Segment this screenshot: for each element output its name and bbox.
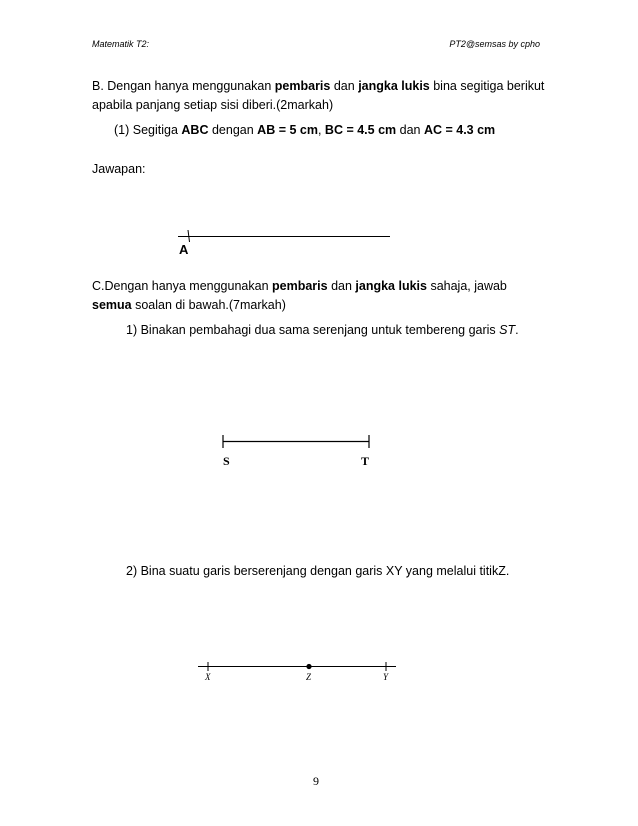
c-q1-end: . <box>515 323 519 337</box>
label-y: Y <box>383 672 389 682</box>
page-number: 9 <box>313 774 319 788</box>
q1-bold-3: BC = 4.5 cm <box>324 123 397 137</box>
q1-text-2: dengan <box>208 123 258 137</box>
answer-label: Jawapan: <box>92 162 146 176</box>
section-b-intro-text-3: bina segitiga berikut <box>429 79 545 93</box>
section-c-intro-bold-1: pembaris <box>272 279 328 293</box>
label-z: Z <box>306 672 312 682</box>
q1-text-4: dan <box>396 123 424 137</box>
q1-text-1: (1) Segitiga <box>114 123 182 137</box>
c-q1-variable: ST <box>499 323 516 337</box>
section-c-intro-text-2: dan <box>327 279 356 293</box>
q1-bold-1: ABC <box>181 123 209 137</box>
section-c-question-2: 2) Bina suatu garis berserenjang dengan garis XY yang melalui titikZ. <box>126 564 510 578</box>
header-left: Matematik T2: <box>92 39 150 49</box>
c-q1-text: 1) Binakan pembahagi dua sama serenjang untuk tembereng garis <box>126 323 500 337</box>
section-b-intro-bold-1: pembaris <box>274 79 331 93</box>
point-z-dot <box>306 664 311 669</box>
label-t: T <box>361 454 370 468</box>
section-c-intro-text-4: soalan di bawah.(7markah) <box>131 298 286 312</box>
q1-bold-4: AC = 4.3 cm <box>423 123 496 137</box>
section-b-intro-text-2: dan <box>330 79 359 93</box>
section-b-intro-text-1: B. Dengan hanya menggunakan <box>92 79 275 93</box>
section-c-intro-bold-3: semua <box>92 298 132 312</box>
section-c-intro-text-1: C.Dengan hanya menggunakan <box>92 279 272 293</box>
q1-text-3: , <box>317 123 325 137</box>
q1-bold-2: AB = 5 cm <box>257 123 318 137</box>
header-right: PT2@semsas by cpho <box>449 39 540 49</box>
section-b-intro-bold-2: jangka lukis <box>358 79 430 93</box>
section-c-intro-text-3: sahaja, jawab <box>426 279 507 293</box>
label-x: X <box>205 672 211 682</box>
section-c-intro-bold-2: jangka lukis <box>355 279 427 293</box>
section-b-intro-line-2: apabila panjang setiap sisi diberi.(2markah) <box>92 98 334 112</box>
label-s: S <box>223 454 230 468</box>
label-a: A <box>179 242 189 257</box>
